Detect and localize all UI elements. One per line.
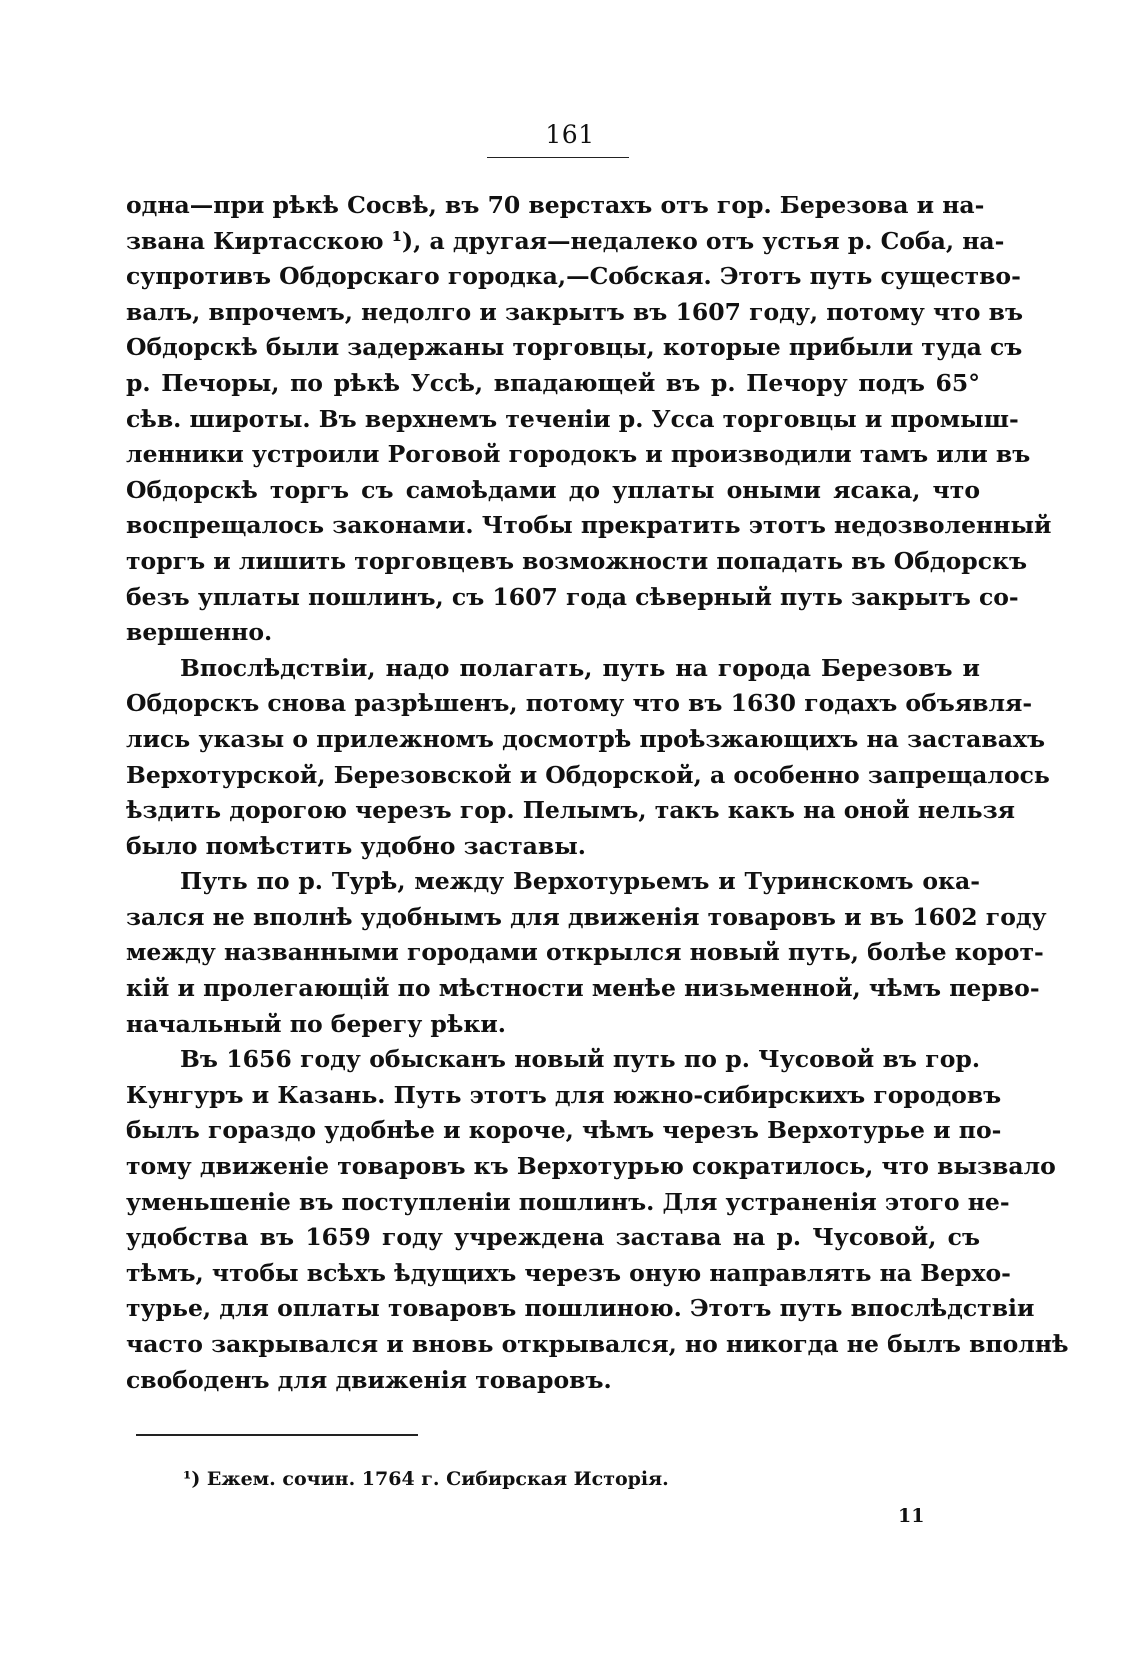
text-line: Впослѣдствіи, надо полагать, путь на города Березовъ и <box>180 653 980 682</box>
text-line: воспрещалось законами. Чтобы прекратить этотъ недозволенный <box>126 511 1052 540</box>
paragraph <box>126 1042 1069 1398</box>
footnote: ¹) Ежем. сочин. 1764 г. Сибирская Исторія. <box>183 1468 669 1490</box>
text-line: безъ уплаты пошлинъ, съ 1607 года сѣверный путь закрытъ со- <box>126 582 1019 611</box>
paragraph <box>126 188 1052 651</box>
text-line: супротивъ Обдорскаго городка,—Собская. Этотъ путь существо- <box>126 262 1021 291</box>
text-line: тому движеніе товаровъ къ Верхотурью сократилось, что вызвало <box>126 1152 1056 1181</box>
text-line: сѣв. широты. Въ верхнемъ теченіи р. Усса торговцы и промыш- <box>126 404 1019 433</box>
text-line: валъ, впрочемъ, недолго и закрытъ въ 1607 году, потому что въ <box>126 297 1023 326</box>
text-line: Кунгуръ и Казань. Путь этотъ для южно-сибирскихъ городовъ <box>126 1080 1002 1109</box>
page-number: 161 <box>545 120 595 149</box>
page-number-rule <box>487 157 629 158</box>
text-line: звана Киртасскою ¹), а другая—недалеко отъ устья р. Соба, на- <box>126 226 1005 255</box>
text-line: Обдорскъ снова разрѣшенъ, потому что въ 1630 годахъ объявля- <box>126 689 1033 718</box>
text-line: часто закрывался и вновь открывался, но никогда не былъ вполнѣ <box>126 1330 1069 1358</box>
text-line: турье, для оплаты товаровъ пошлиною. Этотъ путь впослѣдствіи <box>126 1294 1035 1323</box>
text-line: Обдорскѣ торгъ съ самоѣдами до уплаты оными ясака, что <box>126 475 980 504</box>
text-line: торгъ и лишить торговцевъ возможности попадать въ Обдорскъ <box>126 546 1027 575</box>
text-line: между названными городами открылся новый путь, болѣе корот- <box>126 938 1044 967</box>
paragraph <box>126 651 1050 865</box>
text-line: начальный по берегу рѣки. <box>126 1009 506 1038</box>
text-line: Въ 1656 году обысканъ новый путь по р. Чусовой въ гор. <box>180 1045 980 1074</box>
text-line: тѣмъ, чтобы всѣхъ ѣдущихъ черезъ оную направлять на Верхо- <box>126 1258 1011 1287</box>
text-line: уменьшеніе въ поступленіи пошлинъ. Для устраненія этого не- <box>126 1187 1010 1216</box>
text-line: удобства въ 1659 году учреждена застава на р. Чусовой, съ <box>126 1223 980 1252</box>
text-line: р. Печоры, по рѣкѣ Уссѣ, впадающей въ р. Печору подъ 65° <box>126 368 980 397</box>
body-text <box>126 188 1069 1398</box>
text-line: было помѣстить удобно заставы. <box>126 831 586 860</box>
text-line: Путь по р. Турѣ, между Верхотурьемъ и Туринскомъ ока- <box>180 867 980 896</box>
footnote-rule <box>136 1434 418 1436</box>
text-line: вершенно. <box>126 618 273 647</box>
text-line: свободенъ для движенія товаровъ. <box>126 1365 612 1394</box>
text-line: Обдорскѣ были задержаны торговцы, которые прибыли туда съ <box>126 333 1023 362</box>
text-line: кій и пролегающій по мѣстности менѣе низьменной, чѣмъ перво- <box>126 974 1040 1003</box>
text-line: зался не вполнѣ удобнымъ для движенія товаровъ и въ 1602 году <box>126 902 1047 931</box>
text-line: ѣздить дорогою черезъ гор. Пелымъ, такъ какъ на оной нельзя <box>126 796 1015 825</box>
text-line: былъ гораздо удобнѣе и короче, чѣмъ черезъ Верхотурье и по- <box>126 1116 1002 1145</box>
text-line: лись указы о прилежномъ досмотрѣ проѣзжающихъ на заставахъ <box>126 724 1045 753</box>
text-line: ленники устроили Роговой городокъ и производили тамъ или въ <box>126 440 1031 469</box>
text-line: Верхотурской, Березовской и Обдорской, а особенно запрещалось <box>126 760 1050 789</box>
paragraph <box>126 864 1047 1042</box>
signature-mark: 11 <box>898 1505 925 1527</box>
text-line: одна—при рѣкѣ Сосвѣ, въ 70 верстахъ отъ гор. Березова и на- <box>126 191 985 219</box>
